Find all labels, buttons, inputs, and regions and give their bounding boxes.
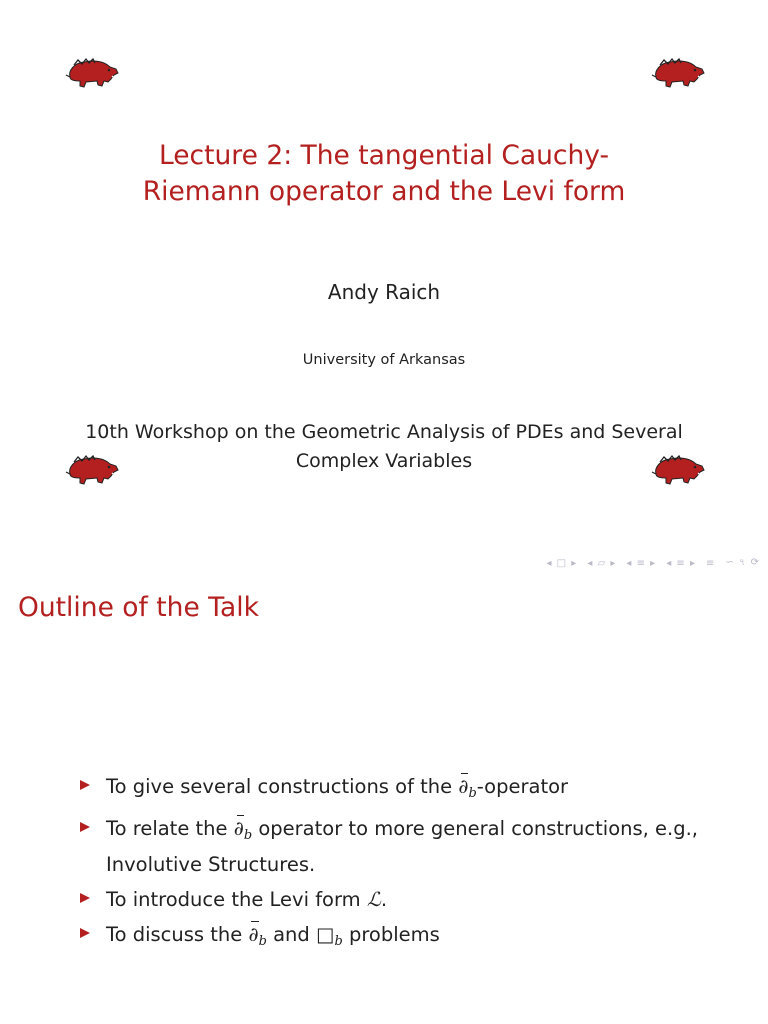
beamer-navigation-bar	[546, 555, 760, 572]
bullet-triangle-icon	[80, 822, 90, 832]
list-item: To introduce the Levi form ℒ.	[78, 885, 758, 914]
outline-slide	[0, 576, 768, 1024]
bullet-triangle-icon	[80, 893, 90, 903]
frame-title: Outline of the Talk	[18, 592, 259, 623]
bullet-triangle-icon	[80, 780, 90, 790]
conference-name: 10th Workshop on the Geometric Analysis of PDEs and Several Complex Variables	[85, 421, 683, 472]
outline-list	[78, 772, 758, 962]
list-item: To relate the $\partial_b$ operator to more general constructions, e.g., Involutive Structures.	[78, 814, 758, 879]
razorback-hog-icon	[650, 55, 706, 95]
nav-subsection-list-icon[interactable]: ◂ ≡ ▸	[666, 558, 696, 569]
nav-search-back-icon[interactable]: ∽ ৭ ⟳	[725, 557, 760, 568]
razorback-hog-icon	[650, 452, 706, 492]
nav-subsection-icon[interactable]: ◂ ▱ ▸	[587, 558, 617, 569]
bullet-triangle-icon	[80, 928, 90, 938]
list-item: To discuss the $\partial_b$ and $□_b$ problems	[78, 920, 758, 956]
slide-title: Lecture 2: The tangential Cauchy-Riemann operator and the Levi form	[142, 140, 626, 207]
razorback-hog-icon	[64, 452, 120, 492]
nav-frame-icon[interactable]: ◂ □ ▸	[546, 558, 578, 569]
razorback-hog-icon	[64, 55, 120, 95]
nav-toc-icon[interactable]: ≡	[705, 558, 716, 569]
institution: University of Arkansas	[302, 352, 466, 368]
nav-section-icon[interactable]: ◂ ≡ ▸	[626, 558, 657, 569]
list-item: To give several constructions of the $\partial_b$-operator	[78, 772, 758, 808]
author-name: Andy Raich	[327, 280, 441, 304]
